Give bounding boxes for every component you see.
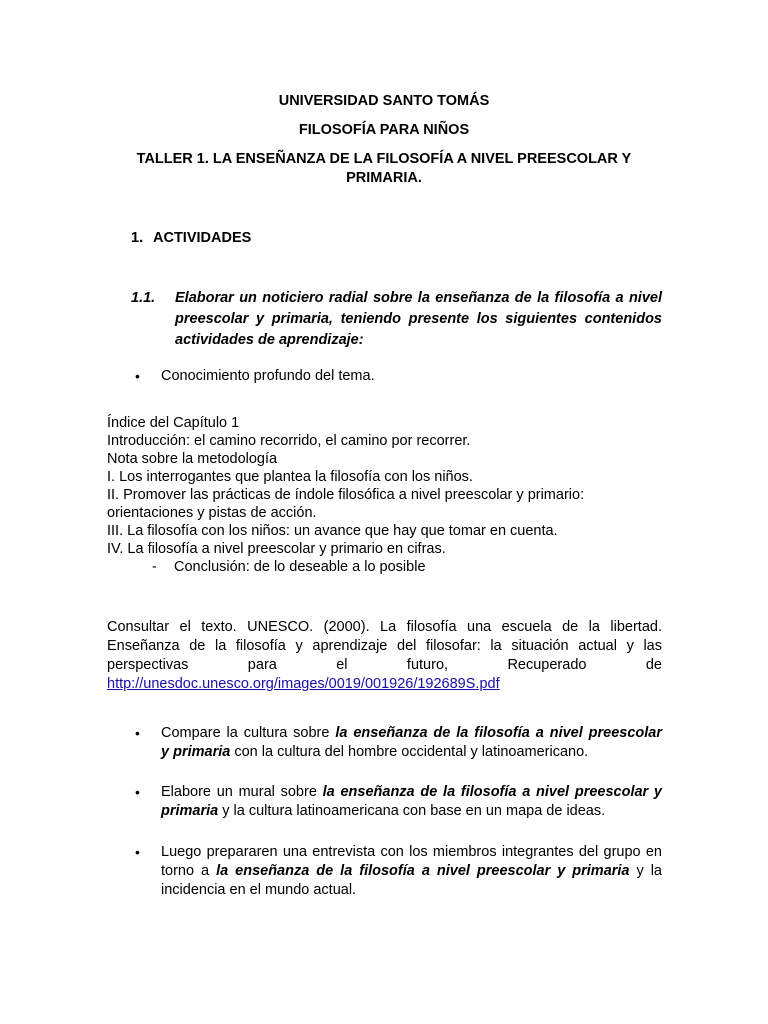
index-title: Índice del Capítulo 1 <box>107 415 240 431</box>
task-text: Elabore un mural sobre <box>161 784 323 800</box>
index-line: I. Los interrogantes que plantea la filosofía con los niños. <box>107 469 473 485</box>
task-text: Luego prepararen una entrevista con los miembros integrantes del grupo en <box>161 844 662 860</box>
workshop-title-line2: PRIMARIA. <box>346 170 422 186</box>
subsection-number: 1.1. <box>131 290 156 306</box>
task-text: torno a <box>161 863 217 879</box>
index-conclusion <box>107 558 667 576</box>
workshop-title <box>107 150 661 188</box>
task-interview <box>161 843 662 900</box>
task-emphasis: y primaria <box>161 744 231 760</box>
bullet-icon: • <box>135 368 140 384</box>
reference-paragraph <box>107 618 662 694</box>
reference-line2: Enseñanza de la filosofía y aprendizaje del filosofar: la situación actual y las <box>107 638 662 654</box>
bullet-icon: • <box>135 725 140 741</box>
subsection-line3: actividades de aprendizaje: <box>175 332 364 348</box>
section-number: 1. <box>131 230 144 246</box>
index-line: II. Promover las prácticas de índole filosófica a nivel preescolar y primario: <box>107 487 585 503</box>
section-title: ACTIVIDADES <box>153 230 252 246</box>
dash-glyph: - <box>152 559 157 575</box>
bullet-icon: • <box>135 784 140 800</box>
task-text: con la cultura del hombre occidental y latinoamericano. <box>230 744 589 760</box>
task-emphasis: la enseñanza de la filosofía a nivel preescolar y <box>322 784 662 800</box>
task-emphasis: la enseñanza de la filosofía a nivel preescolar y primaria <box>216 863 630 879</box>
conclusion-text: Conclusión: de lo deseable a lo posible <box>174 559 426 575</box>
reference-line3: perspectivas para el futuro, Recuperado de <box>107 657 662 673</box>
chapter-index <box>107 414 667 576</box>
workshop-title-line1: TALLER 1. LA ENSEÑANZA DE LA FILOSOFÍA A NIVEL PREESCOLAR Y <box>136 151 632 167</box>
bullet-icon: • <box>135 844 140 860</box>
subsection-text <box>175 288 662 351</box>
task-emphasis: primaria <box>161 803 219 819</box>
university-title: UNIVERSIDAD SANTO TOMÁS <box>278 93 490 109</box>
reference-line1: Consultar el texto. UNESCO. (2000). La filosofía una escuela de la libertad. <box>107 619 662 635</box>
index-line: Introducción: el camino recorrido, el camino por recorrer. <box>107 433 471 449</box>
first-bullet-text: Conocimiento profundo del tema. <box>161 368 375 384</box>
index-line: IV. La filosofía a nivel preescolar y primario en cifras. <box>107 541 446 557</box>
task-emphasis: la enseñanza de la filosofía a nivel preescolar <box>335 725 663 741</box>
subsection-line1: Elaborar un noticiero radial sobre la enseñanza de la filosofía a nivel <box>175 290 662 306</box>
task-text: y la cultura latinoamericana con base en un mapa de ideas. <box>218 803 606 819</box>
index-line: III. La filosofía con los niños: un avance que hay que tomar en cuenta. <box>107 523 558 539</box>
unesco-pdf-link[interactable]: http://unesdoc.unesco.org/images/0019/001926/192689S.pdf <box>107 676 500 692</box>
task-compare <box>161 724 662 762</box>
index-line: orientaciones y pistas de acción. <box>107 505 317 521</box>
course-title: FILOSOFÍA PARA NIÑOS <box>298 122 470 138</box>
task-text: incidencia en el mundo actual. <box>161 882 357 898</box>
task-text: Compare la cultura sobre <box>161 725 336 741</box>
task-mural <box>161 783 662 821</box>
subsection-line2: preescolar y primaria, teniendo presente los siguientes contenidos <box>175 311 662 327</box>
task-text: y la <box>629 863 662 879</box>
index-line: Nota sobre la metodología <box>107 451 278 467</box>
